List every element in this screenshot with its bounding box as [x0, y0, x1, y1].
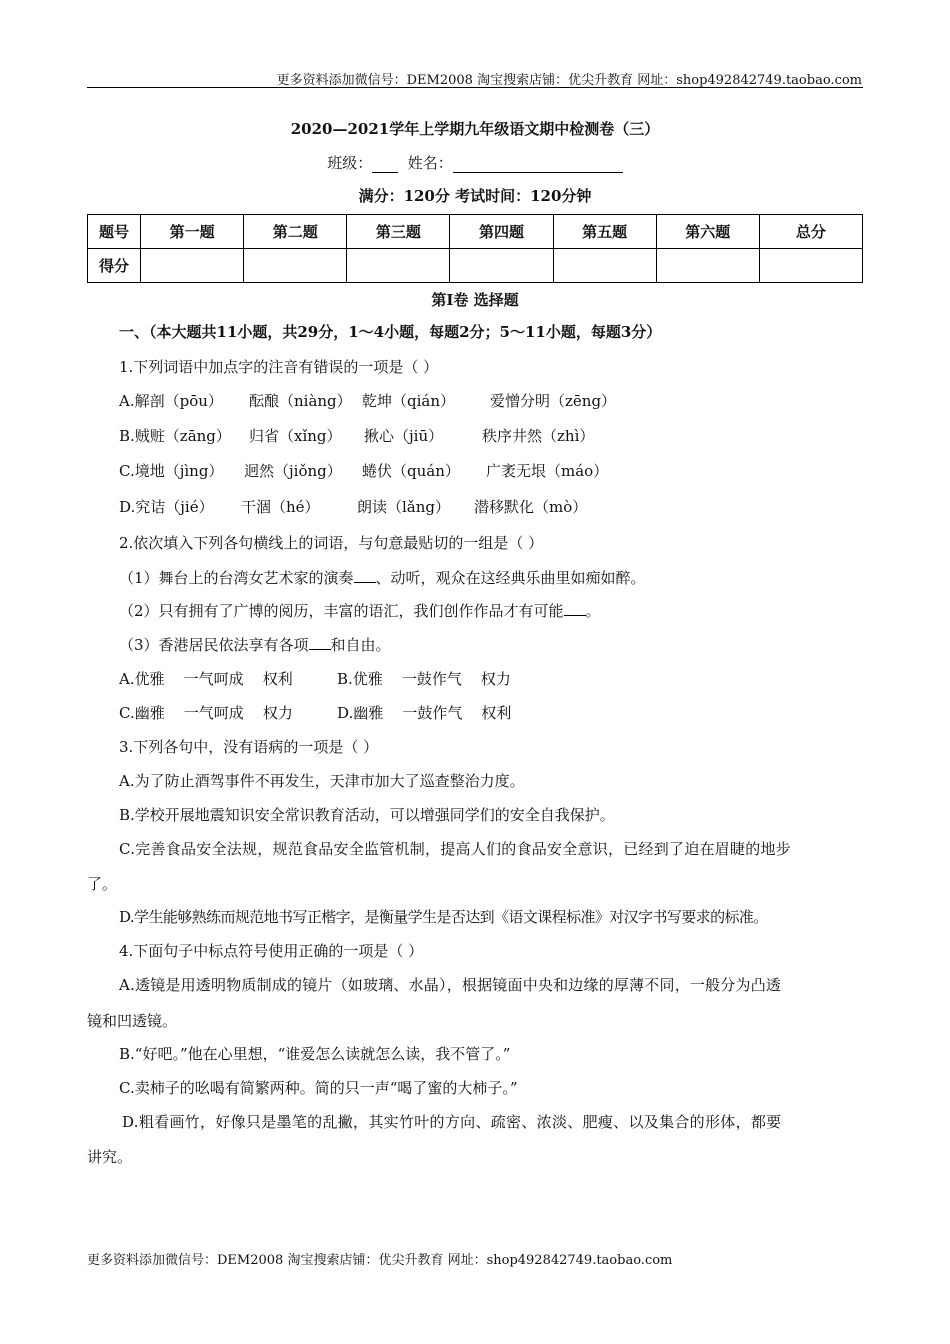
score-cell[interactable]	[553, 249, 656, 283]
q1-a-item: 爱憎分明（zēng）	[490, 392, 617, 410]
score-header-cell: 第二题	[244, 215, 347, 249]
score-cell[interactable]	[759, 249, 862, 283]
q1-option-b	[119, 425, 594, 446]
q4-option-d-line1: D.粗看画竹，好像只是墨笔的乱撇，其实竹叶的方向、疏密、浓淡、肥瘦、以及集合的形体，都要	[122, 1113, 782, 1131]
student-info	[0, 152, 950, 173]
score-header-cell: 总分	[759, 215, 862, 249]
q3-option-a: A.为了防止酒驾事件不再发生，天津市加大了巡查整治力度。	[119, 772, 525, 790]
score-header-cell: 第四题	[450, 215, 553, 249]
score-cell[interactable]	[347, 249, 450, 283]
page-header: 更多资料添加微信号：DEM2008 淘宝搜索店铺：优尖升教育 网址：shop492842749.taobao.com	[276, 73, 862, 88]
score-cell[interactable]	[141, 249, 244, 283]
q1-c-item: 迥然（jiǒng）	[244, 462, 342, 480]
q1-d-item: D.究诘（jié）	[119, 498, 214, 516]
q2-s3-text: （3）香港居民依法享有各项	[119, 636, 309, 654]
score-cell[interactable]	[244, 249, 347, 283]
score-cell[interactable]	[656, 249, 759, 283]
q2-options-ab	[119, 668, 511, 689]
score-table-header-row	[88, 215, 863, 249]
q2-option-c: C.幽雅 一气呵成 权力	[119, 704, 293, 722]
q1-option-a	[119, 390, 616, 411]
q2-sentence-2	[119, 600, 601, 621]
q1-stem: 1.下列词语中加点字的注音有错误的一项是（ ）	[119, 358, 439, 376]
q3-option-c-line1: C.完善食品安全法规，规范食品安全监管机制，提高人们的食品安全意识，已经到了迫在眉睫的地步	[119, 840, 791, 858]
q4-option-c: C.卖柿子的吆喝有简繁两种。简的只一声“喝了蜜的大柿子。”	[119, 1079, 518, 1097]
q1-option-c	[119, 460, 608, 481]
q4-option-b: B.“好吧。”他在心里想，“谁爱怎么读就怎么读，我不管了。”	[119, 1045, 511, 1063]
q2-s3-blank[interactable]	[309, 636, 331, 650]
q2-sentence-3	[119, 634, 391, 655]
score-header-cell: 第一题	[141, 215, 244, 249]
q1-a-item: 乾坤（qián）	[362, 392, 456, 410]
q2-option-b: B.优雅 一鼓作气 权力	[337, 670, 511, 688]
q3-option-c-line2: 了。	[87, 875, 118, 893]
q1-c-item: 蜷伏（quán）	[362, 462, 460, 480]
q2-s3-text: 和自由。	[330, 636, 391, 654]
q1-c-item: C.境地（jìng）	[119, 462, 224, 480]
score-table-score-row	[88, 249, 863, 283]
score-table	[87, 214, 863, 283]
q1-c-item: 广袤无垠（máo）	[486, 462, 609, 480]
q1-a-item: 酝酿（niàng）	[249, 392, 352, 410]
q2-sentence-1	[119, 567, 646, 588]
score-header-cell: 第六题	[656, 215, 759, 249]
score-header-cell: 第五题	[553, 215, 656, 249]
q3-stem: 3.下列各句中，没有语病的一项是（ ）	[119, 738, 379, 756]
q1-a-item: A.解剖（pōu）	[119, 392, 223, 410]
q1-d-item: 朗读（lǎng）	[357, 498, 451, 516]
q2-stem: 2.依次填入下列各句横线上的词语，与句意最贴切的一组是（ ）	[119, 534, 544, 552]
score-time-line: 满分：120分 考试时间：120分钟	[358, 187, 592, 205]
q1-option-d	[119, 496, 587, 517]
q2-s1-text: 、动听，观众在这经典乐曲里如痴如醉。	[375, 569, 646, 587]
q1-b-item: 秩序井然（zhì）	[482, 427, 595, 445]
q2-s2-text: 。	[585, 602, 601, 620]
q4-option-d-line2: 讲究。	[87, 1148, 133, 1166]
q2-options-cd	[119, 702, 511, 723]
q2-s1-blank[interactable]	[354, 569, 376, 583]
q2-option-d: D.幽雅 一鼓作气 权利	[337, 704, 512, 722]
class-blank[interactable]	[372, 158, 398, 173]
q1-b-item: 归省（xǐng）	[249, 427, 342, 445]
score-header-cell: 题号	[88, 215, 141, 249]
q2-option-a: A.优雅 一气呵成 权利	[119, 670, 293, 688]
section-title: 第Ⅰ卷 选择题	[431, 291, 519, 309]
exam-title: 2020—2021学年上学期九年级语文期中检测卷（三）	[290, 120, 660, 138]
q2-s2-text: （2）只有拥有了广博的阅历，丰富的语汇，我们创作作品才有可能	[119, 602, 564, 620]
q1-d-item: 潜移默化（mò）	[474, 498, 588, 516]
class-label: 班级：	[327, 154, 373, 172]
q3-option-b: B.学校开展地震知识安全常识教育活动，可以增强同学们的安全自我保护。	[119, 806, 615, 824]
q1-d-item: 干涸（hé）	[241, 498, 320, 516]
name-blank[interactable]	[453, 158, 623, 173]
score-row-label: 得分	[88, 249, 141, 283]
q4-stem: 4.下面句子中标点符号使用正确的一项是（ ）	[119, 942, 424, 960]
q1-b-item: B.贼赃（zāng）	[119, 427, 231, 445]
part1-heading: 一、（本大题共11小题，共29分，1～4小题，每题2分；5～11小题，每题3分）	[119, 323, 662, 341]
q2-s1-text: （1）舞台上的台湾女艺术家的演奏	[119, 569, 354, 587]
q2-s2-blank[interactable]	[564, 602, 586, 616]
q1-b-item: 揪心（jiū）	[364, 427, 444, 445]
score-header-cell: 第三题	[347, 215, 450, 249]
score-cell[interactable]	[450, 249, 553, 283]
q4-option-a-line2: 镜和凹透镜。	[87, 1012, 178, 1030]
name-label: 姓名：	[407, 154, 453, 172]
header-divider	[87, 87, 863, 88]
q3-option-d: D.学生能够熟练而规范地书写正楷字，是衡量学生是否达到《语文课程标准》对汉字书写要求的标准。	[119, 908, 768, 926]
page-footer: 更多资料添加微信号：DEM2008 淘宝搜索店铺：优尖升教育 网址：shop492842749.taobao.com	[87, 1253, 673, 1268]
q4-option-a-line1: A.透镜是用透明物质制成的镜片（如玻璃、水晶），根据镜面中央和边缘的厚薄不同，一般分为凸透	[119, 976, 782, 994]
